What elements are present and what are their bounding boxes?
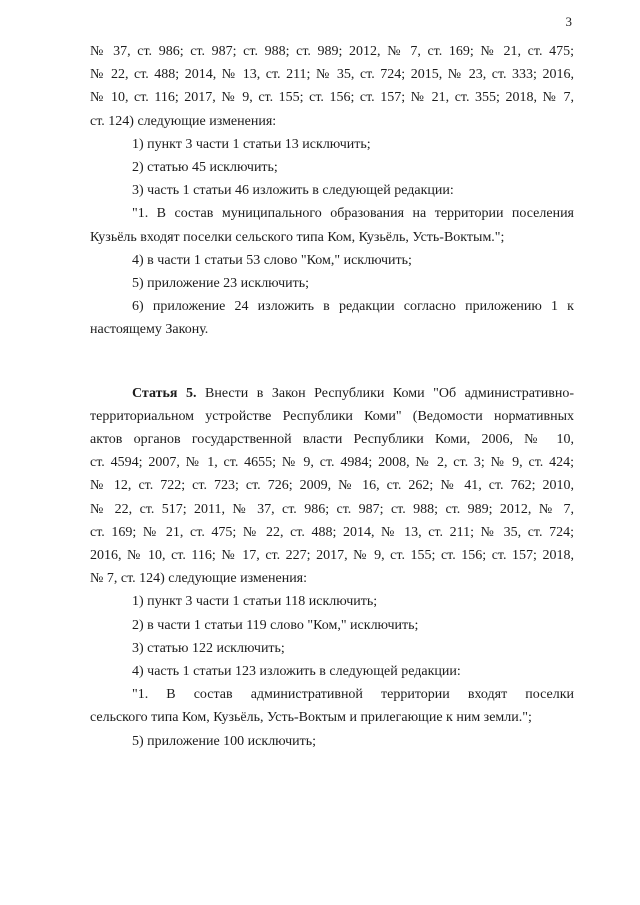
list-item: 4) в части 1 статьи 53 слово "Ком," исключить; (132, 252, 412, 268)
list-item: 1) пункт 3 части 1 статьи 13 исключить; (132, 136, 371, 152)
quote-line: "1. В состав административной территории входят поселки (132, 687, 574, 703)
text-line: ст. 169; № 21, ст. 475; № 22, ст. 488; 2014, № 13, ст. 211; № 35, ст. 724; (90, 524, 574, 540)
list-item: 2) статью 45 исключить; (132, 160, 278, 176)
article-5-first-line (90, 382, 574, 405)
page-number: 3 (565, 14, 572, 29)
list-item: 5) приложение 100 исключить; (132, 733, 317, 749)
section-gap (90, 342, 574, 382)
list-item: 6) приложение 24 изложить в редакции согласно приложению 1 к (132, 299, 574, 315)
quote-line: сельского типа Ком, Кузьёль, Усть-Воктым и прилегающие к ним земли."; (90, 710, 532, 726)
text-line: ст. 124) следующие изменения: (90, 113, 277, 129)
text-line: № 12, ст. 722; ст. 723; ст. 726; 2009, № 16, ст. 262; № 41, ст. 762; 2010, (90, 478, 574, 494)
text-line: актов органов государственной власти Республики Коми, 2006, № 10, (90, 432, 574, 448)
text-line: ст. 4594; 2007, № 1, ст. 4655; № 9, ст. 4984; 2008, № 2, ст. 3; № 9, ст. 424; (90, 455, 574, 471)
list-item: 4) часть 1 статьи 123 изложить в следующей редакции: (132, 664, 461, 680)
quote-line: Кузьёль входят поселки сельского типа Ком, Кузьёль, Усть-Воктым."; (90, 229, 505, 245)
text-line: 2016, № 10, ст. 116; № 17, ст. 227; 2017, № 9, ст. 155; ст. 156; ст. 157; 2018, (90, 548, 574, 564)
list-item: настоящему Закону. (90, 322, 209, 338)
text-line: № 22, ст. 488; 2014, № 13, ст. 211; № 35, ст. 724; 2015, № 23, ст. 333; 2016, (90, 67, 574, 83)
text-fragment: Внести в Закон Республики Коми "Об административно- (196, 385, 574, 401)
list-item: 1) пункт 3 части 1 статьи 118 исключить; (132, 594, 378, 610)
list-item: 5) приложение 23 исключить; (132, 276, 310, 292)
list-item: 3) статью 122 исключить; (132, 640, 285, 656)
list-item: 3) часть 1 статьи 46 изложить в следующей редакции: (132, 183, 454, 199)
text-line: № 22, ст. 517; 2011, № 37, ст. 986; ст. 987; ст. 988; ст. 989; 2012, № 7, (90, 501, 574, 517)
text-line: № 37, ст. 986; ст. 987; ст. 988; ст. 989; 2012, № 7, ст. 169; № 21, ст. 475; (90, 44, 574, 59)
list-item: 2) в части 1 статьи 119 слово "Ком," исключить; (132, 617, 419, 633)
quote-line: "1. В состав муниципального образования на территории поселения (132, 206, 574, 222)
article-label: Статья 5. (132, 385, 197, 401)
text-line: № 10, ст. 116; 2017, № 9, ст. 155; ст. 156; ст. 157; № 21, ст. 355; 2018, № 7, (90, 90, 574, 106)
text-line: № 7, ст. 124) следующие изменения: (90, 571, 308, 587)
document-body (90, 40, 574, 753)
text-line: территориальном устройстве Республики Коми" (Ведомости нормативных (90, 408, 574, 424)
